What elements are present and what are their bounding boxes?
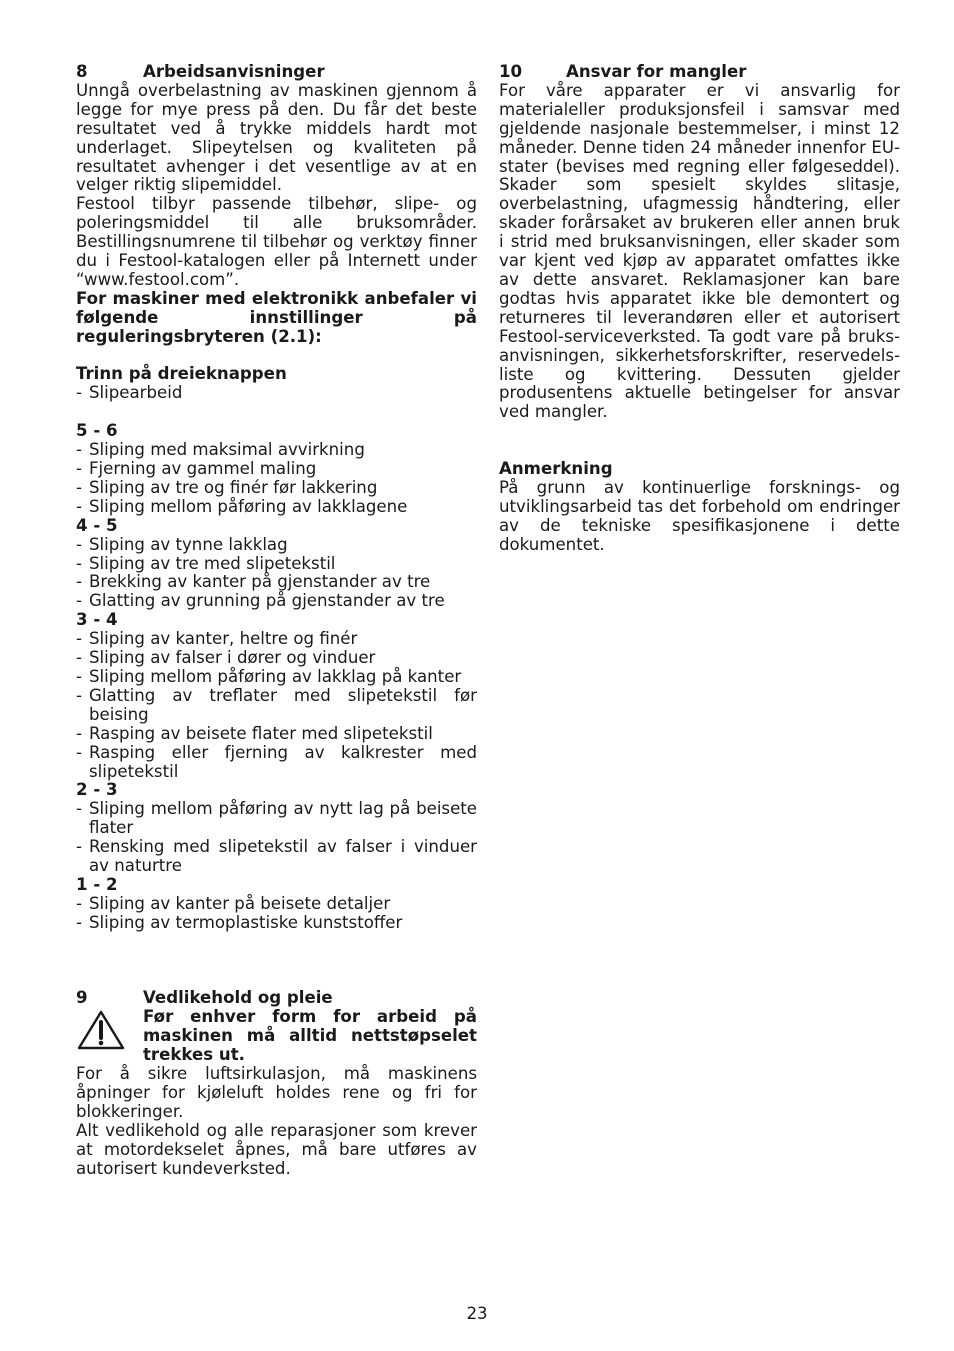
list-item: - Rasping av beisete flater med slipetekstil	[76, 725, 477, 744]
list-item: - Sliping av falser i dører og vinduer	[76, 649, 477, 668]
list-item: - Slipearbeid	[76, 384, 477, 403]
speed-list	[76, 536, 477, 612]
warning-text: Før enhver form for arbeid på maskinen må alltid nettstøpselet trekkes ut.	[143, 1007, 477, 1065]
list-item: - Sliping mellom påføring av lakklagene	[76, 498, 477, 517]
speed-range: 1 - 2	[76, 874, 118, 894]
list-item: - Brekking av kanter på gjenstander av tre	[76, 573, 477, 592]
section-9-heading	[76, 989, 477, 1008]
list-item: - Sliping av kanter, heltre og finér	[76, 630, 477, 649]
speed-range: 2 - 3	[76, 780, 118, 800]
speed-range: 4 - 5	[76, 515, 118, 535]
speed-range: 3 - 4	[76, 610, 118, 630]
section-8-heading	[76, 63, 477, 82]
list-item: - Sliping mellom påføring av lakklag på kanter	[76, 668, 477, 687]
section-title: Arbeidsanvisninger	[143, 62, 325, 81]
note-text: På grunn av kontinuerlige forsknings- og utviklingsarbeid tas det forbehold om endringer av de tekniske spesifikasjonene i dette dokumentet.	[499, 477, 900, 554]
recommendation-text: For maskiner med elektronikk anbefaler vi følgende innstillinger på reguleringsbryteren (2.1):	[76, 288, 477, 346]
paragraph: For å sikre luftsirkulasjon, må maskinens åpninger for kjøleluft holdes rene og fri for blokkeringer.	[76, 1063, 477, 1121]
dial-heading: Trinn på dreieknappen	[76, 364, 287, 384]
left-column	[76, 63, 477, 1178]
right-column	[499, 63, 900, 555]
list-item: - Rensking med slipetekstil av falser i vinduer av naturtre	[76, 838, 477, 876]
warning-triangle-icon	[76, 1008, 143, 1056]
list-item: - Sliping mellom påføring av nytt lag på beisete flater	[76, 800, 477, 838]
note-heading: Anmerkning	[499, 459, 613, 479]
list-item: - Rasping eller fjerning av kalkrester med slipetekstil	[76, 744, 477, 782]
list-item: - Sliping av tre og finér før lakkering	[76, 479, 477, 498]
speed-list	[76, 630, 477, 781]
list-item: - Sliping av kanter på beisete detaljer	[76, 895, 477, 914]
paragraph: Alt vedlikehold og alle reparasjoner som krever at motordekselet åpnes, må bare utføres av autorisert kundeverksted.	[76, 1120, 477, 1178]
list-item: - Sliping av tynne lakklag	[76, 536, 477, 555]
dial-sub-list	[76, 384, 477, 403]
warning-block	[76, 1008, 477, 1065]
list-item: - Glatting av grunning på gjenstander av tre	[76, 592, 477, 611]
section-title: Vedlikehold og pleie	[143, 988, 333, 1008]
speed-list	[76, 800, 477, 876]
speed-range: 5 - 6	[76, 421, 118, 441]
page-number: 23	[466, 1304, 488, 1323]
list-item: - Glatting av treflater med slipetekstil før beising	[76, 687, 477, 725]
speed-list	[76, 895, 477, 933]
section-title: Ansvar for mangler	[566, 62, 747, 81]
section-number: 8	[76, 62, 88, 81]
paragraph: For våre apparater er vi ansvarlig for materialeller produksjonsfeil i samsvar med gjeldende nasjonale bestemmelser, i minst 12 måneder. Denne tiden 24 måneder innenfor EU-stater (bevises med regning eller følgeseddel). Skader som spesielt skyldes slitasje, overbelastning, ufagmessig håndtering, eller skader forårsaket av brukeren eller annen bruk i strid med bruksanvisningen, eller skader som var kjent ved kjøp av apparatet omfattes ikke av dette ansvaret. Reklamasjoner kan bare godtas hvis apparatet ikke ble demontert og returneres til leverandøren eller et autorisert Festool-serviceverksted. Ta godt vare på bruks-anvisningen, sikkerhetsforskrifter, reservedels-liste og kvittering. Dessuten gjelder produsentens aktuelle betingelser for ansvar ved mangler.	[499, 80, 900, 422]
speed-list	[76, 441, 477, 517]
section-number: 9	[76, 988, 88, 1008]
list-item: - Fjerning av gammel maling	[76, 460, 477, 479]
list-item: - Sliping av tre med slipetekstil	[76, 555, 477, 574]
list-item: - Sliping med maksimal avvirkning	[76, 441, 477, 460]
list-item: - Sliping av termoplastiske kunststoffer	[76, 914, 477, 933]
section-number: 10	[499, 62, 523, 81]
paragraph: Unngå overbelastning av maskinen gjennom å legge for mye press på den. Du får det beste resultatet ved å trykke middels hardt mot underlaget. Slipeytelsen og kvaliteten på resultatet avhenger i det vesentlige av at en velger riktig slipemiddel.	[76, 80, 477, 195]
paragraph: Festool tilbyr passende tilbehør, slipe- og poleringsmiddel til alle bruksområder. Bestillingsnumrene til tilbehør og verktøy finner du i Festool-katalogen eller på Internett under “www.festool.com”.	[76, 194, 477, 289]
section-10-heading	[499, 63, 900, 82]
